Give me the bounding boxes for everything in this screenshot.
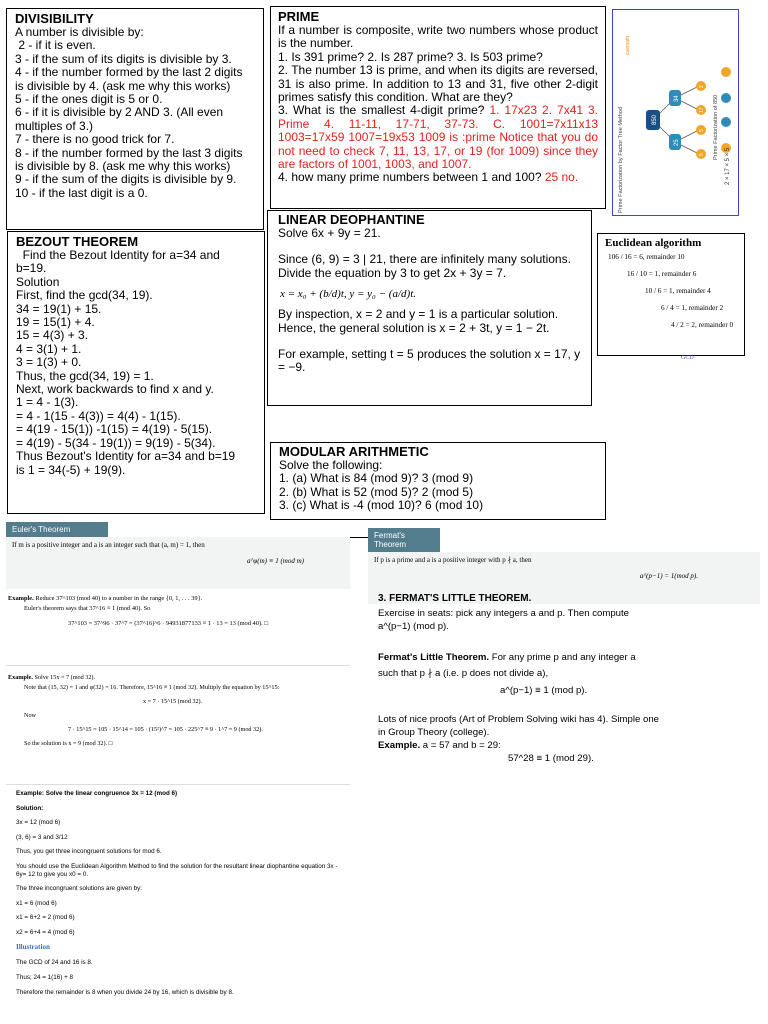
fermat-theorem-box: [368, 528, 760, 588]
fermat-notes: [378, 592, 758, 765]
modular-title: MODULAR ARITHMETIC: [279, 444, 429, 459]
bez-lines-line: Thus, the gcd(34, 19) = 1.: [16, 368, 154, 383]
euler-theorem-box: [6, 522, 350, 582]
congruence-line: You should use the Euclidean Algorithm Method to find the solution for the resultant linear diophantine equation 3x - 6y= 12 to give you x0 = 0.: [16, 862, 338, 878]
prime-answers: 1. 17x23 2. 7x41 3. Prime 4. 11-11, 17-71, 37-73. C. 1001=7x11x13 1003=17x59 1007=19x53 1009 is :prime Notice that you do not need to check 7, 11, 13, 17, or 19 (for 1009) since they are factors of 1001, 1003, and 1007.: [278, 103, 599, 172]
eq-dot-2: [721, 93, 731, 103]
congruence-line: Solution:: [16, 804, 44, 812]
bez-lines-line: = 4(19 - 15(1)) -1(15) = 4(19) - 5(15).: [16, 422, 213, 437]
bez-lines-line: b=19.: [16, 261, 47, 276]
flt-proofs-1: Lots of nice proofs (Art of Problem Solving wiki has 4). Simple one: [378, 714, 660, 725]
prime-p4: [278, 104, 598, 171]
bez-lines-line: Thus Bezout's Identity for a=34 and b=19: [16, 449, 236, 464]
mod-lines-line: 3. (c) What is -4 (mod 10)? 6 (mod 10): [279, 498, 484, 513]
modular-lines: [279, 459, 597, 513]
node-25-label: 25: [674, 139, 680, 146]
euclid-row: 6 / 4 = 1, remainder 2: [661, 304, 724, 312]
flt-example-text: a = 57 and b = 29:: [420, 740, 501, 751]
euler-example-2: [8, 673, 350, 749]
prime-title: PRIME: [278, 9, 320, 24]
factor-tree-subtitle: Prime Factorization of 850: [713, 94, 719, 160]
ex1-l1: Euler's theorem says that 37^16 ≡ 1 (mod 40). So: [24, 605, 151, 612]
ex2-l2: x = 7 · 15^15 (mod 32).: [143, 698, 203, 705]
prime-p2: 1. Is 391 prime? 2. Is 287 prime? 3. Is 503 prime?: [278, 49, 543, 64]
flt-exercise: Exercise in seats: pick any integers a and p. Then compute: [378, 608, 629, 619]
flt-text: For any prime p and any integer a: [489, 652, 636, 663]
bez-lines-line: 34 = 19(1) + 15.: [16, 301, 102, 316]
ex2-text: Solve 15x = 7 (mod 32).: [34, 674, 96, 681]
bez-lines-line: 3 = 1(3) + 0.: [16, 355, 82, 370]
div-lines-line: 8 - if the number formed by the last 3 digits: [15, 145, 243, 160]
illustration-line: The GCD of 24 and 16 is 8.: [16, 959, 93, 966]
leaf-2-label: 2: [699, 85, 705, 88]
congruence-line: 3x = 12 (mod 6): [16, 819, 61, 826]
div-lines-line: 6 - if it is divisible by 2 AND 3. (All even: [15, 105, 224, 120]
bez-lines-line: = 4(19) - 5(34 - 19(1)) = 9(19) - 5(34).: [16, 435, 216, 450]
fermat-statement: If p is a prime and a is a positive integer with p ∤ a, then: [374, 556, 532, 564]
divisibility-box: [6, 8, 264, 230]
bezout-title: BEZOUT THEOREM: [16, 234, 139, 249]
div-lines-line: 2 - if it is even.: [15, 38, 96, 53]
linear-l3: By inspection, x = 2 and y = 1 is a particular solution. Hence, the general solution is x = 2 + 3t, y = 1 − 2t.: [278, 307, 559, 335]
congruence-line: (3, 6) = 3 and 3/12: [16, 833, 68, 841]
div-lines-line: is divisible by 8. (ask me why this works): [15, 159, 231, 174]
euler-statement: If m is a positive integer and a is an integer such that (a, m) = 1, then: [12, 541, 205, 549]
fermat-formula: a^(p−1) = 1(mod p).: [639, 572, 698, 580]
flt-condition: such that p ∤ a (i.e. p does not divide a),: [378, 668, 549, 679]
euclid-rows: [605, 249, 737, 361]
factor-tree-figure: [612, 9, 739, 216]
eq-dot-1: [721, 67, 731, 77]
congruence-example: [16, 790, 346, 1004]
linear-diophantine-box: [267, 210, 592, 406]
bez-lines-line: Solution: [16, 274, 60, 289]
factor-tree-svg: [613, 10, 738, 215]
flt-example-bold: Example.: [378, 740, 421, 751]
bez-lines-line: = 4 - 1(15 - 4(3)) = 4(4) - 1(15).: [16, 408, 181, 423]
euclid-row: 106 / 16 = 6, remainder 10: [608, 253, 685, 261]
ex1-text: Reduce 37^103 (mod 40) to a number in the range {0, 1, . . . 39}.: [35, 595, 203, 602]
bez-lines-line: 19 = 15(1) + 4.: [16, 315, 95, 330]
flt-bold: Fermat's Little Theorem.: [378, 652, 490, 663]
div-lines-line: A number is divisible by:: [15, 25, 144, 39]
divisibility-lines: [15, 26, 255, 200]
illustration-line: Thus; 24 = 1(16) + 8: [16, 974, 74, 981]
cuemath-logo: cuemath: [625, 35, 631, 55]
root-label: 850: [652, 114, 658, 125]
divisibility-title: DIVISIBILITY: [15, 11, 94, 26]
bez-lines-line: Next, work backwards to find x and y.: [16, 382, 214, 397]
ex1-l2: 37^103 = 37^96 · 37^7 = (37^16)^6 · 94931877133 ≡ 1 · 13 = 13 (mod 40). □: [68, 620, 269, 627]
euclid-row: 4 / 2 = 2, remainder 0: [671, 321, 734, 329]
bez-lines-line: 15 = 4(3) + 3.: [16, 328, 89, 343]
flt-example-formula: 57^28 ≡ 1 (mod 29).: [508, 753, 594, 764]
divider-line: [350, 537, 368, 538]
ex2-l4: 7 · 15^15 = 105 · 15^14 = 105 · (15²)^7 = 105 · 225^7 ≡ 9 · 1^7 = 9 (mod 32).: [68, 726, 263, 733]
div-lines-line: 4 - if the number formed by the last 2 digits: [15, 65, 243, 80]
prime-p5: [278, 171, 598, 184]
euclid-row: 10 / 6 = 1, remainder 4: [645, 287, 711, 295]
congruence-line: x2 = 6+4 = 4 (mod 6): [16, 928, 75, 936]
modular-box: [270, 442, 606, 520]
prime-p1: If a number is composite, write two numbers whose product is the number.: [278, 23, 598, 51]
mod-lines-line: Solve the following:: [279, 458, 383, 472]
ex2-l5: So the solution is x = 9 (mod 32). □: [24, 740, 113, 747]
linear-l1: Solve 6x + 9y = 21.: [278, 226, 381, 240]
linear-l4: For example, setting t = 5 produces the solution x = 17, y = −9.: [278, 347, 581, 375]
flt-proofs-2: in Group Theory (college).: [378, 727, 490, 738]
prime-q3: 3. What is the smallest 4-digit prime?: [278, 103, 490, 118]
bez-lines-line: is 1 = 34(-5) + 19(9).: [16, 462, 126, 477]
eq-dot-3: [721, 117, 731, 127]
bezout-box: [7, 231, 265, 514]
node-34-label: 34: [674, 95, 680, 102]
ex2-label: Example.: [8, 674, 33, 681]
factor-equation: 2 × 17 × 5 × 5: [725, 147, 731, 185]
prime-p3: 2. The number 13 is prime, and when its digits are reversed, 31 is also prime. In addition to 13 and 31, five other 2-digit primes satisfy this condition. What are they?: [278, 63, 598, 105]
bezout-lines: [16, 249, 256, 477]
div-lines-line: 3 - if the sum of its digits is divisible by 3.: [15, 51, 232, 66]
euler-divider-1: [6, 665, 350, 666]
factor-tree-title: Prime Factorization by Factor Tree Method: [618, 106, 624, 213]
leaf-5b-label: 5: [699, 153, 705, 156]
prime-q4: 4. how many prime numbers between 1 and 100?: [278, 170, 545, 185]
euclidean-box: [597, 233, 745, 361]
congruence-line: x1 = 6+2 = 2 (mod 6): [16, 914, 75, 921]
div-lines-line: 5 - if the ones digit is 5 or 0.: [15, 92, 163, 107]
prime-answer-count: 25 no.: [544, 170, 579, 185]
bez-lines-line: 4 = 3(1) + 1.: [16, 341, 82, 356]
euler-example-1: [8, 594, 348, 629]
congruence-line: Example: Solve the linear congruence 3x = 12 (mod 6): [16, 790, 178, 797]
linear-title: LINEAR DEOPHANTINE: [278, 212, 425, 227]
div-lines-line: 7 - there is no good trick for 7.: [15, 132, 175, 147]
euler-divider-2: [6, 784, 350, 785]
ex2-l1: Note that (15, 32) = 1 and φ(32) = 16. Therefore, 15^16 ≡ 1 (mod 32). Multiply the equation by 15^15:: [24, 684, 280, 691]
div-lines-line: multiples of 3.): [15, 118, 94, 133]
euler-formula: a^φ(m) ≡ 1 (mod m): [246, 557, 304, 565]
div-lines-line: 10 - if the last digit is a 0.: [15, 185, 148, 200]
euclid-row: 16 / 10 = 1, remainder 6: [627, 270, 697, 278]
ex2-l3: Now: [24, 712, 37, 719]
fermat-header: Fermat's Theorem: [368, 528, 440, 552]
leaf-5a-label: 5: [699, 129, 705, 132]
congruence-line: x1 = 6 (mod 6): [16, 899, 57, 907]
flt-formula: a^(p−1) ≡ 1 (mod p).: [500, 685, 588, 696]
illustration-heading: Illustration: [16, 943, 50, 951]
euclid-title: Euclidean algorithm: [605, 237, 702, 249]
linear-formula: x = x₀ + (b/d)t, y = y₀ − (a/d)t.: [280, 288, 416, 301]
mod-lines-line: 2. (b) What is 52 (mod 5)? 2 (mod 5): [279, 484, 474, 499]
flt-heading: 3. FERMAT'S LITTLE THEOREM.: [378, 593, 532, 604]
bez-lines-line: Find the Bezout Identity for a=34 and: [16, 248, 220, 262]
illustration-line: Therefore the remainder is 8 when you divide 24 by 16, which is divisible by 8.: [16, 989, 234, 996]
mod-lines-line: 1. (a) What is 84 (mod 9)? 3 (mod 9): [279, 471, 474, 486]
gcd-label: GCD: [681, 355, 694, 361]
bez-lines-line: 1 = 4 - 1(3).: [16, 395, 79, 410]
div-lines-line: is divisible by 4. (ask me why this works): [15, 78, 231, 93]
congruence-line: The three incongruent solutions are given by:: [16, 885, 143, 892]
euler-header: Euler's Theorem: [6, 522, 108, 537]
div-lines-line: 9 - if the sum of the digits is divisible by 9.: [15, 172, 237, 187]
flt-exercise-formula: a^(p−1) (mod p).: [378, 621, 449, 632]
leaf-17-label: 17: [699, 107, 705, 113]
bez-lines-line: First, find the gcd(34, 19).: [16, 288, 153, 303]
ex1-label: Example.: [8, 595, 34, 602]
linear-l2: Since (6, 9) = 3 | 21, there are infinitely many solutions. Divide the equation by 3 to get 2x + 3y = 7.: [278, 252, 571, 280]
prime-box: [270, 6, 606, 209]
congruence-line: Thus, you get three incongruent solutions for mod 6.: [16, 848, 162, 855]
